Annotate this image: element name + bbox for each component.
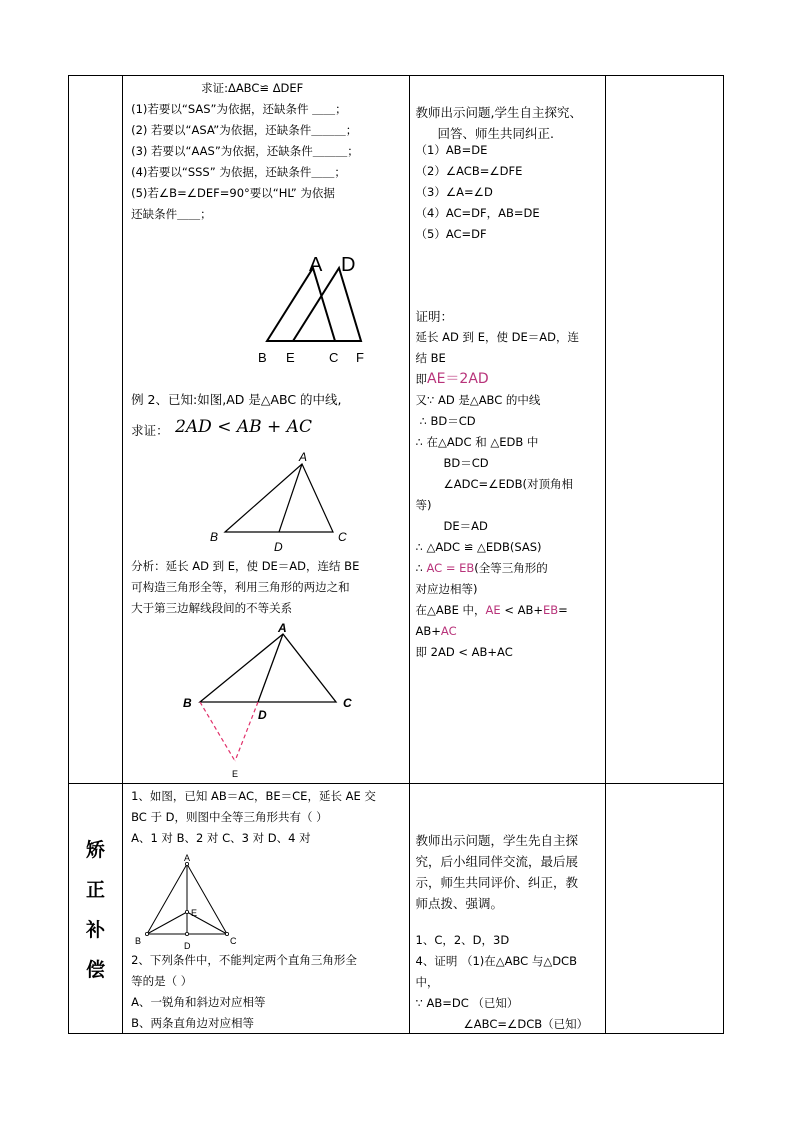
proof-highlight: EB <box>543 603 559 617</box>
proof-line: DE＝AD <box>443 519 488 533</box>
analysis-text <box>131 556 359 619</box>
proof-line: 对应边相等) <box>415 582 478 596</box>
label-d: D <box>184 941 191 951</box>
proof-line: 4、证明 （1)在△ABC 与△DCB <box>415 954 577 968</box>
proof-block <box>416 306 579 663</box>
answer-item: （4）AC=DF，AB=DE <box>415 206 540 220</box>
question-line: A、1 对 B、2 对 C、3 对 D、4 对 <box>131 831 311 845</box>
answer-item: （5）AC=DF <box>415 227 487 241</box>
label-b: B <box>135 936 142 946</box>
proof-line <box>416 621 579 642</box>
question-1 <box>131 786 376 849</box>
proof-line <box>416 558 579 579</box>
condition-item: (5)若∠B=∠DEF=90°要以“HL” 为依据 <box>131 186 335 200</box>
lesson-table <box>68 75 724 1034</box>
label-a: A <box>184 853 191 863</box>
teacher-intro-2 <box>416 830 579 914</box>
label-e: E <box>286 350 295 365</box>
proof-line <box>416 369 579 390</box>
proof-line: BD＝CD <box>443 456 489 470</box>
row2-content-cell <box>123 784 409 1034</box>
proof-highlight: AE＝2AD <box>427 371 489 387</box>
proof-line: ∵ AB=DC （已知） <box>415 996 519 1010</box>
proof-line: ∠ADC=∠EDB(对顶角相 <box>443 477 574 491</box>
question-line: 1、如图，已知 AB＝AC，BE＝CE，延长 AE 交 <box>131 789 376 803</box>
stage-title-char: 正 <box>86 879 106 901</box>
condition-list <box>131 99 359 225</box>
question-line: 等的是（ ） <box>131 974 193 988</box>
table-row <box>69 784 724 1034</box>
proof-line: 证明： <box>415 309 454 324</box>
condition-item: (4)若要以“SSS” 为依据，还缺条件＿＿； <box>131 165 346 179</box>
proof-text: = <box>558 603 568 617</box>
intro-line: 教师出示问题，学生先自主探 <box>415 833 579 848</box>
figure-two-triangles <box>243 246 383 366</box>
label-c: C <box>343 696 352 710</box>
label-a: A <box>309 254 323 276</box>
label-a: A <box>278 621 287 635</box>
proof-line: 结 BE <box>415 351 446 365</box>
answers-2 <box>416 930 589 1035</box>
label-a: A <box>299 451 308 464</box>
analysis-line: 可构造三角形全等，利用三角形的两边之和 <box>131 580 350 594</box>
condition-item: (3) 若要以“AAS”为依据，还缺条件＿＿＿； <box>131 144 359 158</box>
question-2 <box>131 950 357 1034</box>
figure-median-triangle <box>203 451 363 556</box>
label-b: B <box>183 696 192 710</box>
segment-be <box>200 702 235 761</box>
intro-line: 教师出示问题,学生自主探究、 <box>415 105 582 120</box>
answer-list <box>416 140 540 245</box>
proof-line: 延长 AD 到 E，使 DE＝AD，连 <box>415 330 579 344</box>
table-row <box>69 76 724 784</box>
proof-text: 即 <box>415 372 427 386</box>
teacher-intro <box>416 102 582 144</box>
figure-isosceles <box>131 852 241 952</box>
question-line: B、两条直角边对应相等 <box>131 1016 254 1030</box>
proof-highlight: AC = EB <box>426 561 475 575</box>
label-b: B <box>210 530 219 544</box>
proof-line <box>416 600 579 621</box>
label-c: C <box>329 350 339 365</box>
label-e: E <box>191 908 198 918</box>
analysis-line: 分析：延长 AD 到 E，使 DE＝AD，连结 BE <box>131 559 360 573</box>
row2-stage-cell <box>69 784 123 1034</box>
proof-highlight: AC <box>440 624 457 638</box>
stage-title <box>69 784 122 990</box>
proof-text: 在△ABE 中， <box>415 603 486 617</box>
prove2-formula: 2AD < AB + AC <box>175 417 312 437</box>
proof-text: AB+ <box>415 624 441 638</box>
triangle-abc-2 <box>225 464 333 532</box>
row1-notes-cell <box>605 76 723 784</box>
stage-title-char: 补 <box>86 919 106 941</box>
proof-text: < AB+ <box>500 603 544 617</box>
row2-activity-cell <box>409 784 605 1034</box>
intro-line: 究，后小组同伴交流，最后展 <box>415 854 579 869</box>
proof-line: ∴ 在△ADC 和 △EDB 中 <box>415 435 539 449</box>
answer-item: （3）∠A=∠D <box>415 185 493 199</box>
proof-text: (全等三角形的 <box>474 561 548 575</box>
label-b: B <box>258 350 267 365</box>
prove-title: 求证:ΔABC≌ ΔDEF <box>201 81 304 95</box>
segment-de <box>235 702 258 761</box>
label-f: F <box>356 350 365 365</box>
condition-item: (2) 若要以“ASA”为依据，还缺条件＿＿＿； <box>131 123 358 137</box>
proof-line: ∠ABC=∠DCB（已知） <box>463 1017 589 1031</box>
question-line: BC 于 D，则图中全等三角形共有（ ） <box>131 810 328 824</box>
stage-title-char: 矫 <box>86 839 106 861</box>
row1-stage-cell <box>69 76 123 784</box>
row2-notes-cell <box>605 784 723 1034</box>
analysis-line: 大于第三边解线段间的不等关系 <box>131 601 293 615</box>
question-line: 2、下列条件中，不能判定两个直角三角形全 <box>131 953 357 967</box>
proof-text: ∴ <box>415 561 423 575</box>
intro-line: 示，师生共同评价、纠正，教 <box>415 875 579 890</box>
label-d: D <box>274 540 283 554</box>
label-e: E <box>232 769 239 779</box>
answer-line: 1、C，2、D，3D <box>415 933 510 947</box>
question-line: A、一锐角和斜边对应相等 <box>131 995 266 1009</box>
proof-line: ∴ △ADC ≌ △EDB(SAS) <box>415 540 542 554</box>
intro-line: 师点拨、强调。 <box>415 896 504 911</box>
triangle-abc-3 <box>200 634 336 702</box>
proof-line: 等) <box>415 498 432 512</box>
prove2-label: 求证： <box>131 423 169 438</box>
answer-item: （1）AB=DE <box>415 143 488 157</box>
condition-item: 还缺条件＿＿； <box>131 207 212 221</box>
condition-item: (1)若要以“SAS”为依据，还缺条件 ＿＿； <box>131 102 347 116</box>
stage-title-char: 偿 <box>86 959 106 981</box>
triangle-def <box>293 268 361 341</box>
proof-line: ∴ BD＝CD <box>419 414 476 428</box>
example-2: 例 2、已知:如图,AD 是△ABC 的中线, <box>131 392 342 407</box>
proof-line: 又∵ AD 是△ABC 的中线 <box>415 393 541 407</box>
label-c: C <box>338 530 347 544</box>
label-d: D <box>258 708 267 722</box>
intro-line: 回答、师生共同纠正. <box>437 126 554 141</box>
answer-item: （2）∠ACB=∠DFE <box>415 164 523 178</box>
proof-line: 即 2AD < AB+AC <box>415 645 513 659</box>
row1-activity-cell <box>409 76 605 784</box>
figure-extended-median <box>178 621 358 781</box>
proof-line: 中， <box>415 975 439 989</box>
proof-highlight: AE <box>485 603 501 617</box>
row1-content-cell <box>123 76 409 784</box>
label-c: C <box>230 936 237 946</box>
label-d: D <box>341 254 356 276</box>
